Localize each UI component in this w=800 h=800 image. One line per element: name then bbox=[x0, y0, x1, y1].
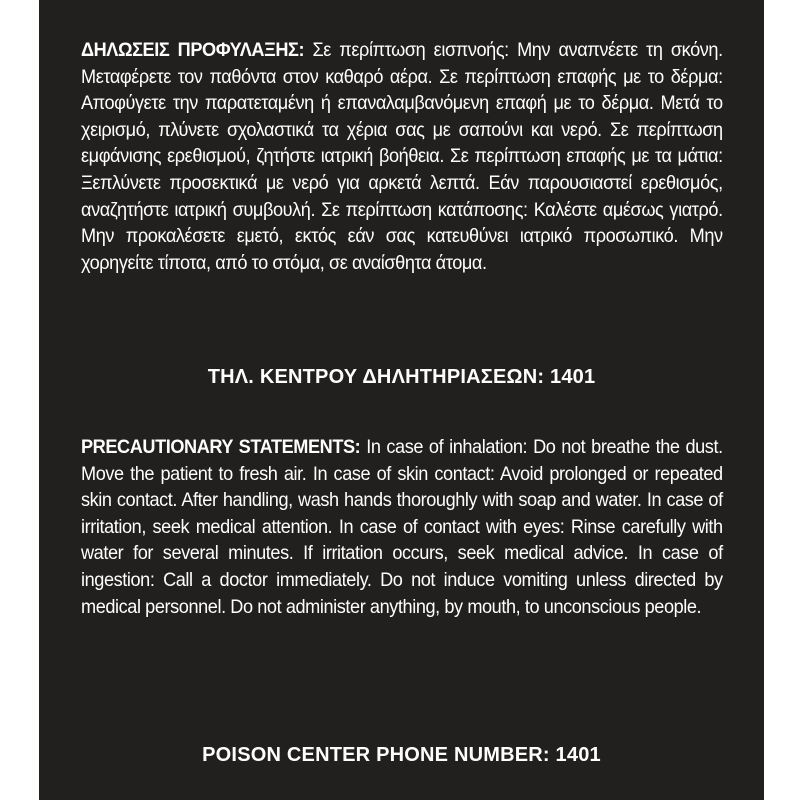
precautionary-label-panel bbox=[39, 0, 764, 800]
greek-precautionary-paragraph bbox=[81, 37, 723, 276]
english-precautionary-text: In case of inhalation: Do not breathe the dust. Move the patient to fresh air. In case of skin contact: Avoid prolonged or repeated skin contact. After handling, wash hands thoroughly with soap and water. In case of irritation, seek medical attention. In case of contact with eyes: Rinse carefully with water for several minutes. If irritation occurs, seek medical advice. In case of ingestion: Call a doctor immediately. Do not induce vomiting unless directed by medical personnel. Do not administer anything, by mouth, to unconscious people. bbox=[81, 436, 723, 618]
english-poison-center-phone: POISON CENTER PHONE NUMBER: 1401 bbox=[202, 744, 601, 766]
english-precautionary-paragraph bbox=[81, 434, 723, 620]
greek-precautionary-heading: ΔΗΛΩΣΕΙΣ ΠΡΟΦΥΛΑΞΗΣ: bbox=[81, 39, 305, 61]
greek-poison-center-phone: ΤΗΛ. ΚΕΝΤΡΟΥ ΔΗΛΗΤΗΡΙΑΣΕΩΝ: 1401 bbox=[207, 366, 596, 388]
english-precautionary-heading: PRECAUTIONARY STATEMENTS: bbox=[81, 436, 361, 458]
greek-precautionary-text: Σε περίπτωση εισπνοής: Μην αναπνέετε τη σκόνη. Μεταφέρετε τον παθόντα στον καθαρό αέρα. Σε περίπτωση επαφής με το δέρμα: Αποφύγετε την παρατεταμένη ή επαναλαμβανόμενη επαφή με το δέρμα. Μετά το χειρισμό, πλύνετε σχολαστικά τα χέρια σας με σαπούνι και νερό. Σε περίπτωση εμφάνισης ερεθισμού, ζητήστε ιατρική βοήθεια. Σε περίπτωση επαφής με τα μάτια: Ξεπλύνετε προσεκτικά με νερό για αρκετά λεπτά. Εάν παρουσιαστεί ερεθισμός, αναζητήστε ιατρική συμβουλή. Σε περίπτωση κατάποσης: Καλέστε αμέσως γιατρό. Μην προκαλέσετε εμετό, εκτός εάν σας κατευθύνει ιατρικό προσωπικό. Μην χορηγείτε τίποτα, από το στόμα, σε αναίσθητα άτομα. bbox=[81, 39, 723, 274]
